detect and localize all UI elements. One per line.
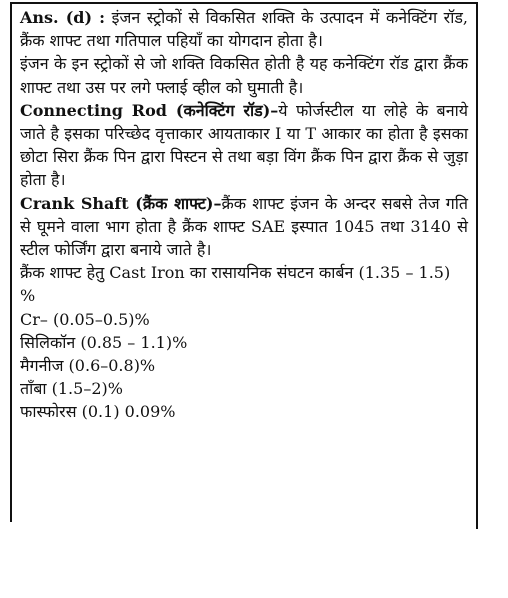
composition-chromium: Cr– (0.05–0.5)% [20, 309, 150, 329]
answer-label: Ans. (d) : [20, 8, 106, 27]
composition-copper: ताँबा (1.5–2)% [20, 379, 123, 399]
connecting-rod-section [20, 99, 468, 192]
cast-iron-composition-text: क्रैंक शाफ्ट हेतु Cast Iron का रासायनिक संघटन कार्बन (1.35 – 1.5) % [20, 263, 451, 306]
composition-silicon: सिलिकॉन (0.85 – 1.1)% [20, 332, 188, 352]
composition-manganese: मैगनीज (0.6–0.8)% [20, 356, 156, 376]
box-border-extension [476, 520, 478, 529]
power-transmission-text: इंजन के इन स्ट्रोकों से जो शक्ति विकसित होती है यह कनेक्टिंग रॉड द्वारा क्रैंक शाफ्ट तथा उस पर लगे फ्लाई व्हील को घुमाती है। [20, 54, 468, 97]
connecting-rod-heading: Connecting Rod (कनेक्टिंग रॉड)– [20, 100, 279, 120]
answer-content [20, 6, 468, 424]
intro-text: इंजन स्ट्रोकों से विकसित शक्ति के उत्पादन में कनेक्टिंग रॉड, क्रैंक शाफ्ट तथा गतिपाल पहियाँ का योगदान होता है। [20, 8, 469, 51]
crank-shaft-section [20, 192, 468, 262]
connecting-rod-text: ये फोर्जस्टील या लोहे के बनाये जाते है इसका परिच्छेद वृत्ताकार आयताकार I या T आकार का होता है इसका छोटा सिरा क्रैंक पिन द्वारा पिस्टन से तथा बड़ा विंग क्रैंक पिन द्वारा क्रैंक से जुड़ा होता है। [20, 100, 468, 190]
composition-phosphorus: फास्फोरस (0.1) 0.09% [20, 402, 176, 422]
answer-intro [20, 6, 468, 52]
crank-shaft-heading: Crank Shaft (क्रैंक शाफ्ट)– [20, 193, 222, 213]
crank-shaft-text: क्रैंक शाफ्ट इंजन के अन्दर सबसे तेज गति से घूमने वाला भाग होता है क्रैंक शाफ्ट SAE इस्पात 1045 तथा 3140 से स्टील फोर्जिंग द्वारा बनाये जाते है। [20, 193, 468, 260]
